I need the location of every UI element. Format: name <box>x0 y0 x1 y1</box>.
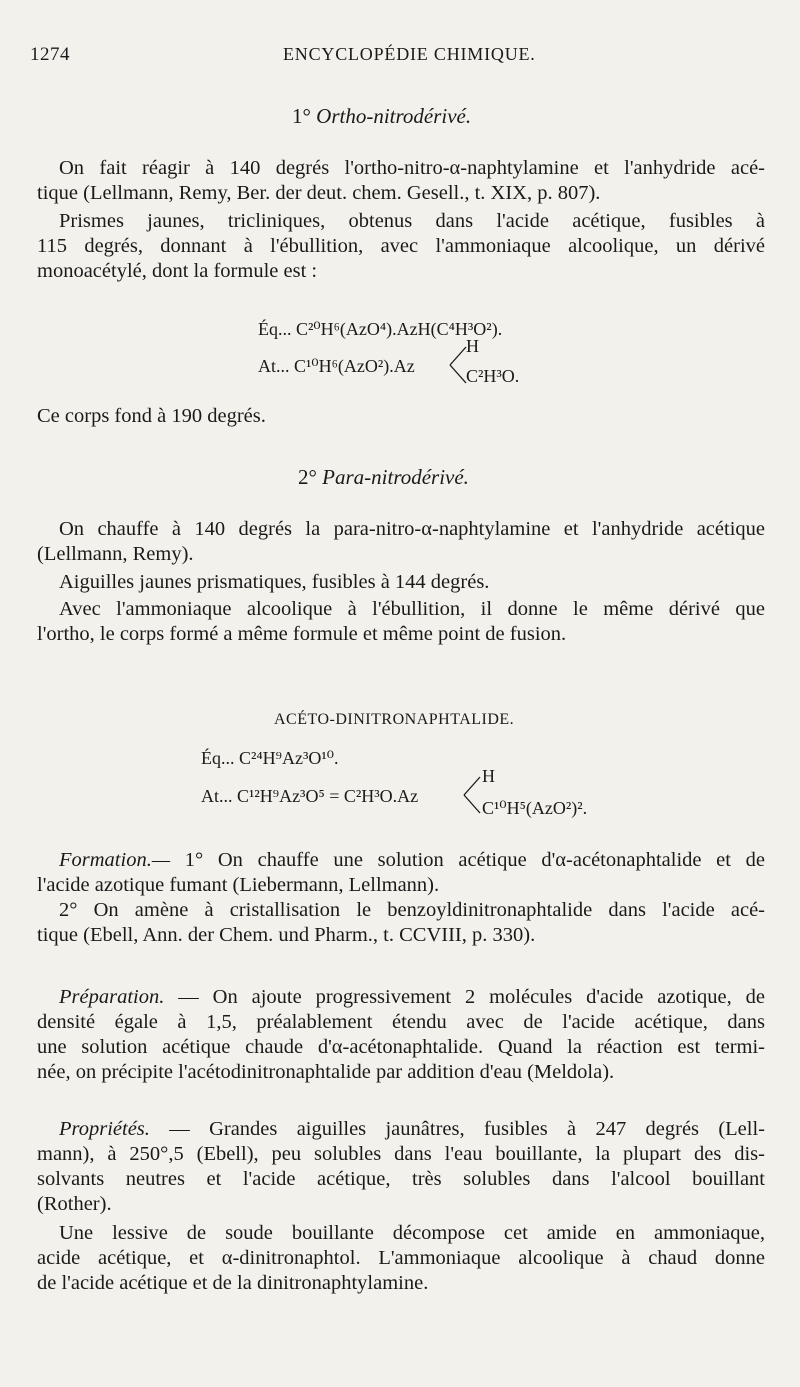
text-line: née, on précipite l'acétodinitronaphtalide par addition d'eau (Meldola). <box>37 1061 615 1083</box>
formula-branch-bottom: C²H³O. <box>466 366 520 386</box>
paragraph-para-2 <box>37 570 765 595</box>
paragraph-formation <box>37 848 765 948</box>
text-line: 115 degrés, donnant à l'ébullition, avec l'ammoniaque alcoolique, un dérivé <box>37 235 765 257</box>
section-heading-aceto-dinitronaphtalide: ACÉTO-DINITRONAPHTALIDE. <box>274 711 515 728</box>
text-line: solvants neutres et l'acide acétique, très solubles dans l'alcool bouillant <box>37 1168 765 1190</box>
text-line: tique (Lellmann, Remy, Ber. der deut. chem. Gesell., t. XIX, p. 807). <box>37 182 601 204</box>
text-line: On chauffe à 140 degrés la para-nitro-α-naphtylamine et l'anhydride acétique <box>59 518 765 540</box>
text-line <box>37 985 765 1010</box>
formula-atomic <box>258 356 415 377</box>
page-number: 1274 <box>30 44 70 65</box>
text-line: de l'acide acétique et de la dinitronaphtylamine. <box>37 1272 429 1294</box>
section-title: Para-nitrodérivé. <box>322 465 469 489</box>
formula-text: C¹⁰H⁶(AzO²).Az <box>294 356 415 376</box>
section-heading-ortho <box>292 104 471 129</box>
formula-text: C²⁰H⁶(AzO⁴).AzH(C⁴H³O²). <box>296 319 503 339</box>
text-line: une solution acétique chaude d'α-acétonaphtalide. Quand la réaction est termi- <box>37 1036 765 1058</box>
text-line: mann), à 250°,5 (Ebell), peu solubles dans l'eau bouillante, la plupart des dis- <box>37 1143 765 1165</box>
paragraph-para-1 <box>37 517 765 567</box>
paragraph-ortho-3 <box>37 404 765 429</box>
formula-label: Éq... <box>201 748 235 768</box>
formula-atomic <box>201 786 418 807</box>
formula-branch-top: H <box>482 766 495 786</box>
text-line-rest: — Grandes aiguilles jaunâtres, fusibles à 247 degrés (Lell- <box>169 1118 766 1140</box>
formula-branch-top: H <box>466 336 479 356</box>
text-line: tique (Ebell, Ann. der Chem. und Pharm., t. CCVIII, p. 330). <box>37 924 536 946</box>
text-line-rest: 1° On chauffe une solution acétique d'α-acétonaphtalide et de <box>184 849 766 871</box>
text-line: Aiguilles jaunes prismatiques, fusibles à 144 degrés. <box>59 571 490 593</box>
bracket-icon <box>448 344 468 386</box>
paragraph-ortho-1 <box>37 156 765 206</box>
formula-label: At... <box>201 786 233 806</box>
formation-label: Formation.— <box>59 849 171 871</box>
text-line: On fait réagir à 140 degrés l'ortho-nitro-α-naphtylamine et l'anhydride acé- <box>59 157 765 179</box>
formula-label: Éq... <box>258 319 292 339</box>
text-line: Ce corps fond à 190 degrés. <box>37 405 266 427</box>
text-line: l'ortho, le corps formé a même formule et même point de fusion. <box>37 623 567 645</box>
proprietes-label: Propriétés. <box>59 1118 150 1140</box>
text-line: (Lellmann, Remy). <box>37 543 194 565</box>
text-line: Prismes jaunes, tricliniques, obtenus dans l'acide acétique, fusibles à <box>59 210 765 232</box>
paragraph-proprietes <box>37 1117 765 1217</box>
paragraph-ortho-2 <box>37 209 765 284</box>
text-line: (Rother). <box>37 1193 112 1215</box>
text-line: densité égale à 1,5, préalablement étendu avec de l'acide acétique, dans <box>37 1011 765 1033</box>
formula-text: C¹²H⁹Az³O⁵ = C²H³O.Az <box>237 786 419 806</box>
section-title: Ortho-nitrodérivé. <box>316 104 472 128</box>
text-line: Une lessive de soude bouillante décompose cet amide en ammoniaque, <box>59 1222 765 1244</box>
text-line: Avec l'ammoniaque alcoolique à l'ébullition, il donne le même dérivé que <box>59 598 765 620</box>
text-line: acide acétique, et α-dinitronaphtol. L'ammoniaque alcoolique à chaud donne <box>37 1247 765 1269</box>
text-line <box>37 848 765 873</box>
text-line-rest: — On ajoute progressivement 2 molécules d'acide azotique, de <box>178 986 765 1008</box>
bracket-icon <box>462 774 482 816</box>
formula-text: C²⁴H⁹Az³O¹⁰. <box>239 748 339 768</box>
text-line: monoacétylé, dont la formule est : <box>37 260 318 282</box>
section-number: 2° <box>298 465 317 489</box>
text-line: l'acide azotique fumant (Liebermann, Lellmann). <box>37 874 440 896</box>
preparation-label: Préparation. <box>59 986 165 1008</box>
running-title: ENCYCLOPÉDIE CHIMIQUE. <box>283 44 536 64</box>
section-number: 1° <box>292 104 311 128</box>
paragraph-lessive <box>37 1221 765 1296</box>
paragraph-para-3 <box>37 597 765 647</box>
text-line <box>37 1117 765 1142</box>
formula-branch-bottom: C¹⁰H⁵(AzO²)². <box>482 798 588 818</box>
paragraph-preparation <box>37 985 765 1085</box>
section-heading-para <box>298 465 469 490</box>
formula-label: At... <box>258 356 290 376</box>
formula-equivalent <box>201 748 338 769</box>
text-line: 2° On amène à cristallisation le benzoyldinitronaphtalide dans l'acide acé- <box>59 899 765 921</box>
